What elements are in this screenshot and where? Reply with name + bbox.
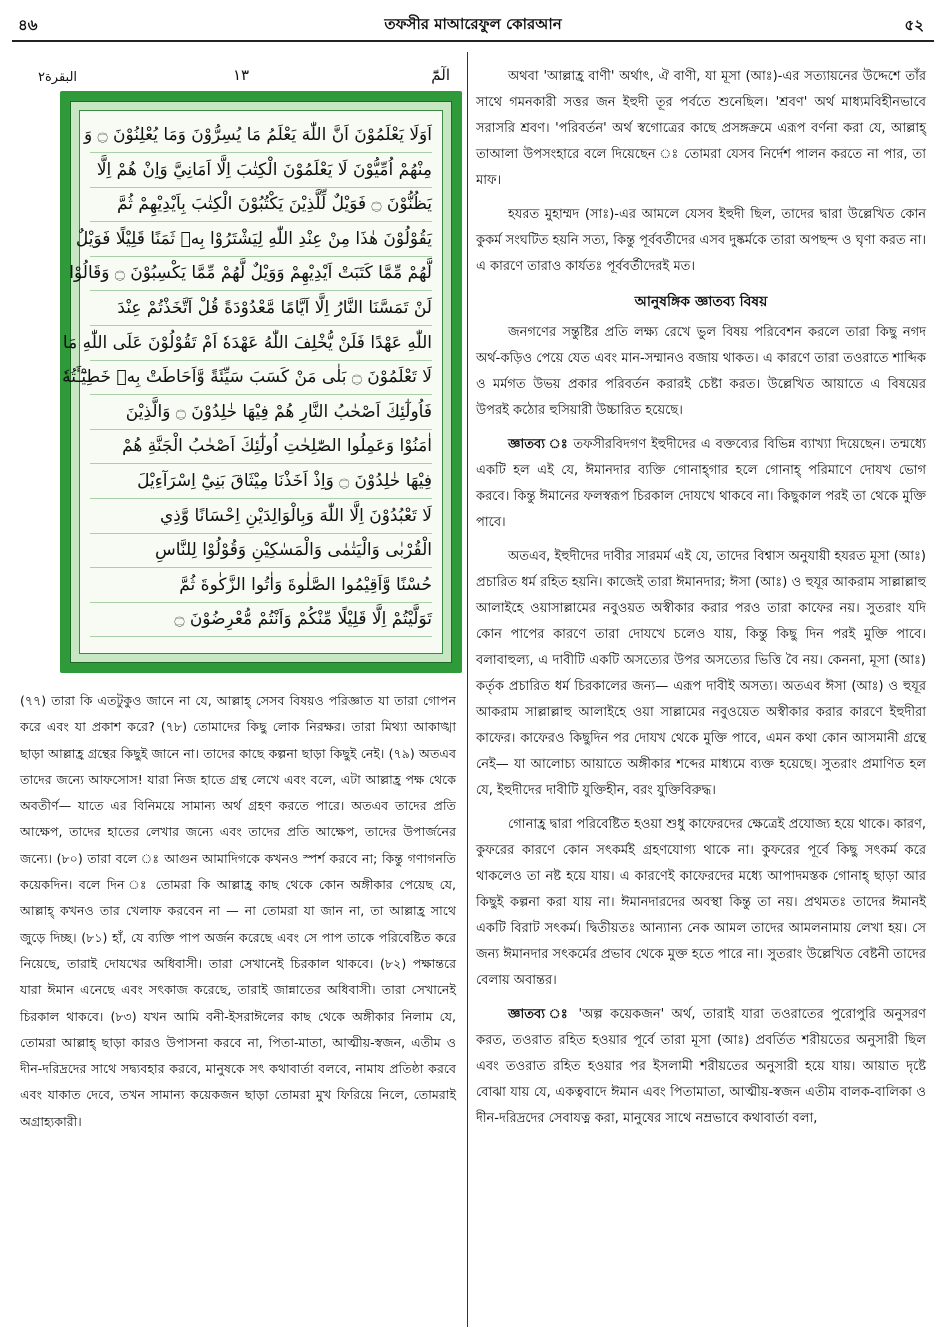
note-text: তফসীরবিদগণ ইহুদীদের এ বক্তব্যের বিভিন্ন ব্যাখ্যা দিয়েছেন। তন্মধ্যে একটি হল এই যে, ঈমানদার ব্যক্তি গোনাহ্গার হলে গোনাহ্ পরিমাণে দোযখ ভোগ করবে। কিন্তু ঈমানের ফলস্বরূপ চিরকাল দোযখে থাকবে না। কিছুকাল পরই তা থেকে মুক্তি পাবে। — [476, 437, 926, 530]
page-number-left: ৪৬ — [18, 16, 38, 34]
page-number-right: ৫২ — [904, 16, 924, 34]
quran-verse-line: حُسْنًا وَّاَقِيْمُوا الصَّلٰوةَ وَاٰتُوا الزَّكٰوةَ ثُمَّ — [90, 569, 432, 603]
column-divider — [467, 52, 468, 1327]
quran-text-frame — [60, 91, 462, 673]
section-heading: আনুষঙ্গিক জ্ঞাতব্য বিষয় — [634, 294, 768, 310]
quran-frame-border — [62, 101, 452, 663]
note-text: 'অল্প কয়েকজন' অর্থ, তারাই যারা তওরাতের পুরোপুরি অনুসরণ করত, তওরাত রহিত হওয়ার পূর্বে তারা মূসা (আঃ) প্রবর্তিত শরীয়তের অনুসারী ছিল এবং তওরাত রহিত হওয়ার পর ইসলামী শরীয়তের অনুসারী হয়ে যায়। আয়াত দৃষ্টে বোঝা যায় যে, একত্ববাদে ঈমান এবং পিতামাতা, আত্মীয়-স্বজন এতীম বালক-বালিকা ও দীন-দরিদ্রদের সেবাযত্ন করা, মানুষের সাথে নম্রভাবে কথাবার্তা বলা, — [476, 1007, 926, 1126]
surah-label: البقرة٢ — [38, 70, 78, 85]
para-title: الٓمّٓ — [431, 66, 450, 84]
commentary-paragraph: গোনাহ্র দ্বারা পরিবেষ্টিত হওয়া শুধু কাফেরদের ক্ষেত্রেই প্রযোজ্য হয়ে থাকে। কারণ, কুফরের কারণে কোন সৎকর্মই গ্রহণযোগ্য থাকে না। কুফরের পূর্বে কিছু সৎকর্ম করে থাকলেও তা নষ্ট হয়ে যায়। এ কারণেই কাফেরদের মধ্যে আপাদমস্তক গোনাহ্ ছাড়া আর কিছুই কল্পনা করা যায় না। ঈমানদারদের অবস্থা কিন্তু তা নয়। প্রথমতঃ তাদের ঈমানই একটি বিরাট সৎকর্ম। দ্বিতীয়তঃ আন্যান্য নেক আমল তাদের আমলনামায় লেখা হয়। সে জন্য ঈমানদার সৎকর্মের প্রভাব থেকে মুক্ত হতে পারে না। সুতরাং উল্লেখিত বেষ্টনী তাদের বেলায় অবান্তর। — [476, 817, 926, 988]
commentary-paragraph: জনগণের সন্তুষ্টির প্রতি লক্ষ্য রেখে ভুল বিষয় পরিবেশন করলে তারা কিছু নগদ অর্থ-কড়িও পেয়ে যেত এবং মান-সম্মানও বজায় থাকত। এ কারণে তারা তওরাতে শাব্দিক ও মর্মগত উভয় প্রকার পরিবর্তন করারই চেষ্টা করত। উল্লেখিত আয়াতে এ বিষয়ের উপরই কঠোর হুসিয়ারী উচ্চারিত হয়েছে। — [476, 325, 926, 418]
translation-text: (৭৭) তারা কি এতটুকুও জানে না যে, আল্লাহ্ সেসব বিষয়ও পরিজ্ঞাত যা তারা গোপন করে এবং যা প্রকাশ করে? (৭৮) তোমাদের কিছু লোক নিরক্ষর। তারা মিথ্যা আকাঙ্খা ছাড়া আল্লাহ্র গ্রন্থের কিছুই জানে না। তাদের কাছে কল্পনা ছাড়া কিছুই নেই। (৭৯) অতএব তাদের জন্যে আফসোস! যারা নিজ হাতে গ্রন্থ লেখে এবং বলে, এটা আল্লাহ্র পক্ষ থেকে অবতীর্ণ— যাতে এর বিনিময়ে সামান্য অর্থ গ্রহণ করতে পারে। অতএব তাদের প্রতি আক্ষেপ, তাদের হাতের লেখার জন্যে এবং তাদের প্রতি আক্ষেপ, তাদের উপার্জনের জন্যে। (৮০) তারা বলে ঃ আগুন আমাদিগকে কখনও স্পর্শ করবে না; কিন্তু গণাগনতি কয়েকদিন। বলে দিন ঃ তোমরা কি আল্লাহ্র কাছ থেকে কোন অঙ্গীকার পেয়েছ যে, আল্লাহ্ কখনও তার খেলাফ করবেন না — না তোমরা যা জান না, তা আল্লাহ্র সাথে জুড়ে দিচ্ছ। (৮১) হাঁ, যে ব্যক্তি পাপ অর্জন করেছে এবং সে পাপ তাকে পরিবেষ্টিত করে নিয়েছে, তারাই দোযখের অধিবাসী। তারা সেখানেই চিরকাল থাকবে। (৮২) পক্ষান্তরে যারা ঈমান এনেছে এবং সৎকাজ করেছে, তারাই জান্নাতের অধিবাসী। তারা সেখানেই চিরকাল থাকবে। (৮৩) যখন আমি বনী-ইসরাঈলের কাছ থেকে অঙ্গীকার নিলাম যে, তোমরা আল্লাহ্ ছাড়া কারও উপাসনা করবে না, পিতা-মাতা, আত্মীয়-স্বজন, এতীম ও দীন-দরিদ্রদের সাথে সদ্ব্যবহার করবে, মানুষকে সৎ কথাবার্তা বলবে, নামায প্রতিষ্ঠা করবে এবং যাকাত দেবে, তখন সামান্য কয়েকজন ছাড়া তোমরা মুখ ফিরিয়ে নিলে, তোমরাই অগ্রাহ্যকারী। — [20, 693, 456, 1129]
quran-verse-line: لَّهُمْ مِّمَّا كَتَبَتْ اَيْدِيْهِمْ وَوَيْلٌ لَّهُمْ مِّمَّا يَكْسِبُوْنَ ۝ وَقَالُوْا — [90, 257, 432, 291]
quran-verse-line: الْقُرْبٰى وَالْيَتٰمٰى وَالْمَسٰكِيْنِ وَقُوْلُوْا لِلنَّاسِ — [90, 534, 432, 568]
commentary-paragraph: হযরত মুহাম্মদ (সাঃ)-এর আমলে যেসব ইহুদী ছিল, তাদের দ্বারা উল্লেখিত কোন কুকর্ম সংঘটিত হয়নি সত্য, কিন্তু পূর্ববর্তীদের এসব দুষ্কর্মকে তারা অপছন্দ ও ঘৃণা করত না। এ কারণে তারাও কার্যতঃ পূর্ববর্তীদেরই মত। — [476, 207, 926, 274]
commentary-paragraph: অথবা 'আল্লাহ্র বাণী' অর্থাৎ, ঐ বাণী, যা মূসা (আঃ)-এর সত্যায়নের উদ্দেশে তাঁর সাথে গমনকারী সত্তর জন ইহুদী তূর পর্বতে শুনেছিল। 'শ্রবণ' অর্থ মাধ্যমবিহীনভাবে সরাসরি শ্রবণ। 'পরিবর্তন' অর্থ স্বগোত্রের কাছে প্রসঙ্গক্রমে এরূপ বর্ণনা করা যে, আল্লাহ্ তাআলা উপসংহারে বলে দিয়েছেন ঃ তোমরা যেসব নির্দেশ পালন করতে না পার, তা মাফ। — [476, 69, 926, 188]
arabic-header — [18, 64, 460, 90]
commentary-column — [476, 64, 926, 1140]
quran-verse-line: اَوَلَا يَعْلَمُوْنَ اَنَّ اللّٰهَ يَعْلَمُ مَا يُسِرُّوْنَ وَمَا يُعْلِنُوْنَ ۝ وَ — [90, 119, 432, 153]
commentary-paragraph — [476, 432, 926, 536]
commentary-paragraph — [476, 1002, 926, 1132]
note-label: জ্ঞাতব্য ঃ — [508, 437, 569, 452]
quran-text-panel — [62, 110, 443, 654]
header-rule — [12, 40, 934, 42]
quran-verse-line: لَا تَعْلَمُوْنَ ۝ بَلٰى مَنْ كَسَبَ سَيِّئَةً وَّاَحَاطَتْ بِهٖ خَطِيْٓـَٔتُهٗ — [90, 361, 432, 395]
book-title: তফসীর মাআরেফুল কোরআন — [384, 15, 562, 33]
quran-verse-line: مِنْهُمْ اُمِّيُّوْنَ لَا يَعْلَمُوْنَ الْكِتٰبَ اِلَّا اَمَانِيَّ وَاِنْ هُمْ اِلَّا — [90, 154, 432, 188]
quran-verse-line: يَقُوْلُوْنَ هٰذَا مِنْ عِنْدِ اللّٰهِ لِيَشْتَرُوْا بِهٖ ثَمَنًا قَلِيْلًا فَوَيْلٌ — [90, 223, 432, 257]
quran-verse-line: اٰمَنُوْا وَعَمِلُوا الصّٰلِحٰتِ اُولٰٓئِكَ اَصْحٰبُ الْجَنَّةِ هُمْ — [90, 430, 432, 464]
para-number: ١٣ — [233, 66, 250, 84]
note-label: জ্ঞাতব্য ঃ — [508, 1007, 572, 1022]
quran-verse-line: لَنْ تَمَسَّنَا النَّارُ اِلَّا اَيَّامًا مَّعْدُوْدَةً قُلْ اَتَّخَذْتُمْ عِنْدَ — [90, 292, 432, 326]
quran-verse-line: فِيْهَا خٰلِدُوْنَ ۝ وَاِذْ اَخَذْنَا مِيْثَاقَ بَنِيْٓ اِسْرَآءِيْلَ — [90, 465, 432, 499]
commentary-paragraph: অতএব, ইহুদীদের দাবীর সারমর্ম এই যে, তাদের বিশ্বাস অনুযায়ী হযরত মূসা (আঃ) প্রচারিত ধর্ম রহিত হয়নি। কাজেই তারা ঈমানদার; ঈসা (আঃ) ও হুযূর আকরাম সাল্লাল্লাহু আলাইহে ওয়াসাল্লামের নবুওয়ত অস্বীকার করার পরও তারা কাফের নয়। সুতরাং যদি কোন পাপের কারণে তারা দোযখে চলেও যায়, কিন্তু কিছু দিন পরই মুক্তি পাবে। বলাবাহুল্য, এ দাবীটি একটি অসত্যের উপর অসত্যের ভিত্তি বৈ নয়। কেননা, মূসা (আঃ) কর্তৃক প্রচারিত ধর্ম চিরকালের জন্য— এরূপ দাবীই অসত্য। অতএব ঈসা (আঃ) ও হুযূর আকরাম সাল্লাল্লাহু আলাইহে ওয়া সাল্লামের নবুওয়েত অস্বীকার করার কারণে ইহুদীরা কাফের। কাফেরও কিছুদিন পর দোযখ থেকে মুক্তি পাবে, এমন কথা কোন আসমানী গ্রন্থে নেই— যা আলোচ্য আয়াতে অঙ্গীকার শব্দের মাধ্যমে ব্যক্ত হয়েছে। সুতরাং প্রমাণিত হল যে, ইহুদীদের দাবীটি যুক্তিহীন, বরং যুক্তিবিরুদ্ধ। — [476, 549, 926, 798]
quran-verse-line: فَاُولٰٓئِكَ اَصْحٰبُ النَّارِ هُمْ فِيْهَا خٰلِدُوْنَ ۝ وَالَّذِيْنَ — [90, 396, 432, 430]
quran-verse-line: اللّٰهِ عَهْدًا فَلَنْ يُّخْلِفَ اللّٰهُ عَهْدَهٗ اَمْ تَقُوْلُوْنَ عَلَى اللّٰهِ مَا — [90, 327, 432, 361]
page-header — [0, 0, 946, 44]
quran-verse-line: يَظُنُّوْنَ ۝ فَوَيْلٌ لِّلَّذِيْنَ يَكْتُبُوْنَ الْكِتٰبَ بِاَيْدِيْهِمْ ثُمَّ — [90, 188, 432, 222]
quran-verse-line: تَوَلَّيْتُمْ اِلَّا قَلِيْلًا مِّنْكُمْ وَاَنْتُمْ مُّعْرِضُوْنَ ۝ — [90, 603, 432, 637]
quran-verse-line: لَا تَعْبُدُوْنَ اِلَّا اللّٰهَ وَبِالْوَالِدَيْنِ اِحْسَانًا وَّذِي — [90, 500, 432, 534]
